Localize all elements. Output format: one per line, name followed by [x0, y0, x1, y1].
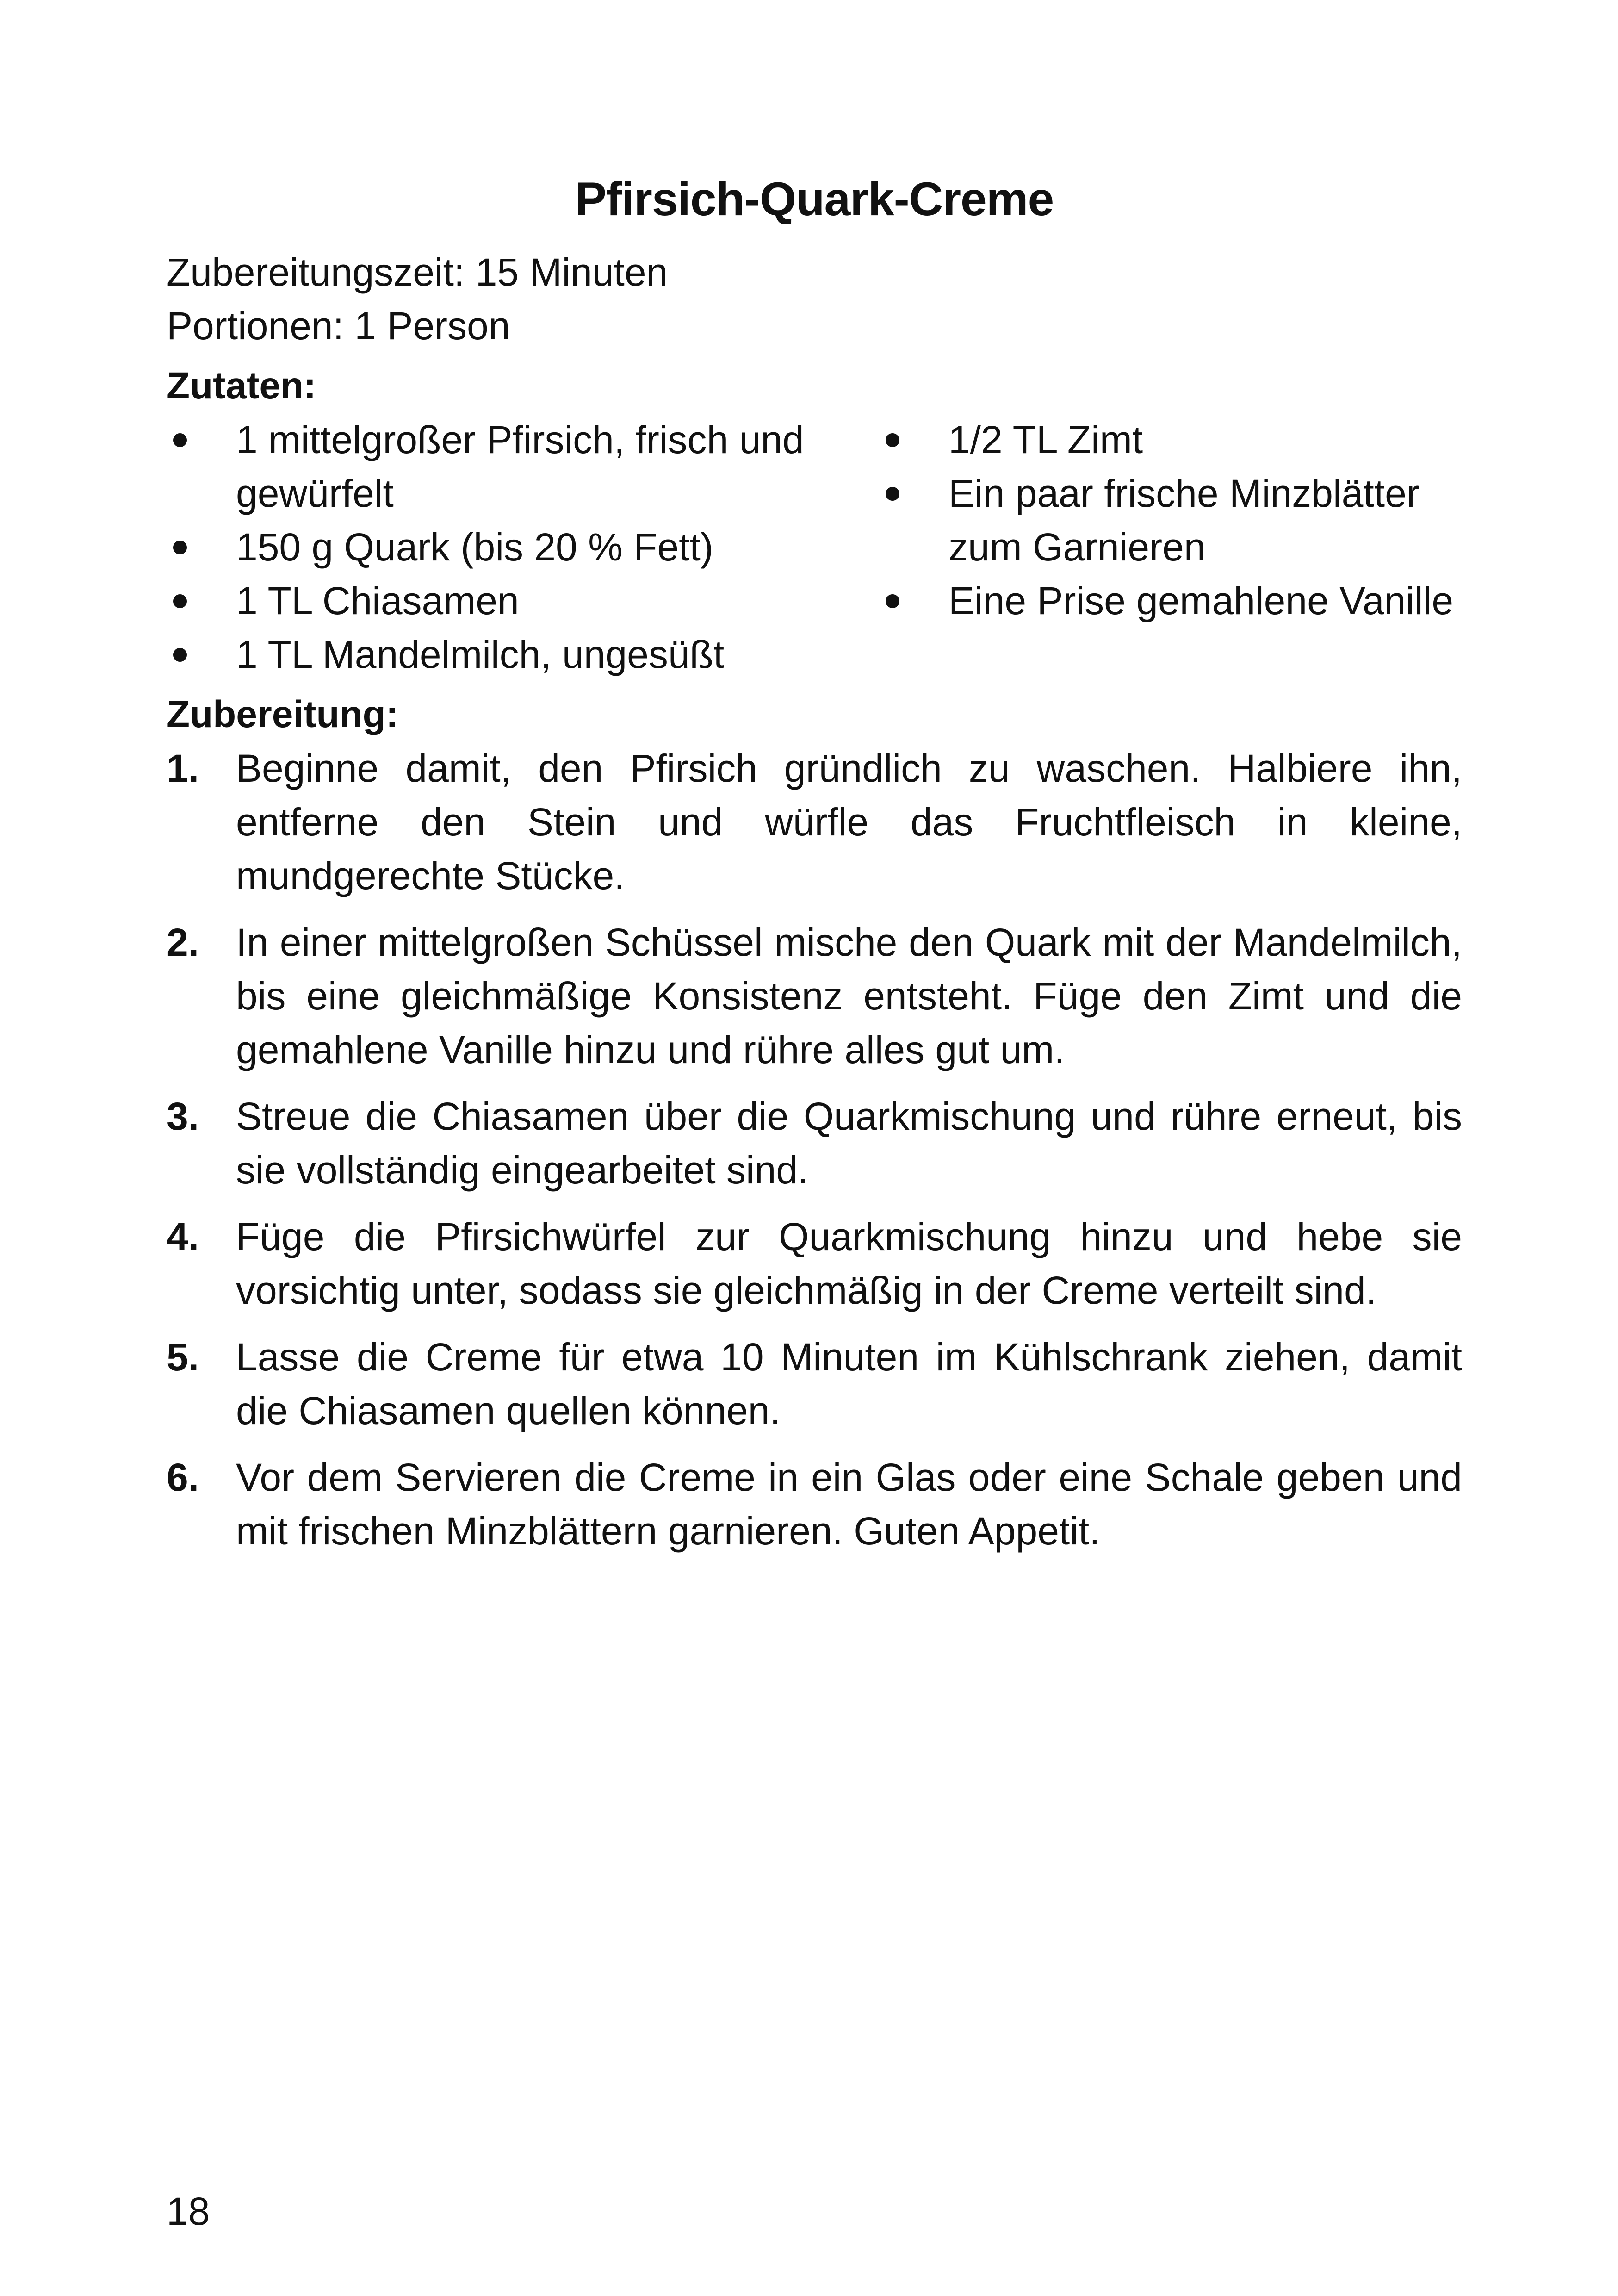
bullet-icon — [886, 594, 899, 608]
step-text: In einer mittelgroßen Schüssel mische den Quark mit der Mandelmilch, bis eine gleichmäßige Konsistenz entsteht. Füge den Zimt und die gemahlene Vanille hinzu und rühre alles gut um. — [236, 921, 1462, 1071]
step-text: Streue die Chiasamen über die Quarkmischung und rühre erneut, bis sie vollständig eingearbeitet sind. — [236, 1095, 1462, 1192]
ingredients-list — [167, 413, 1462, 681]
bullet-icon — [173, 648, 187, 662]
preparation-heading: Zubereitung: — [167, 693, 399, 735]
step-number: 4. — [167, 1215, 199, 1258]
bullet-icon — [173, 541, 187, 554]
servings: Portionen: 1 Person — [167, 304, 510, 348]
step-text: Lasse die Creme für etwa 10 Minuten im Kühlschrank ziehen, damit die Chiasamen quellen können. — [236, 1335, 1462, 1432]
step-item — [167, 1089, 1462, 1197]
step-item — [167, 915, 1462, 1076]
bullet-icon — [886, 433, 899, 447]
ingredient-text: 1 TL Mandelmilch, ungesüßt — [236, 633, 725, 676]
step-number: 1. — [167, 747, 199, 790]
step-number: 3. — [167, 1095, 199, 1138]
step-number: 5. — [167, 1335, 199, 1379]
recipe-content — [167, 167, 1462, 1571]
step-text: Füge die Pfirsichwürfel zur Quarkmischung hinzu und hebe sie vorsichtig unter, sodass sie gleichmäßig in der Creme verteilt sind. — [236, 1215, 1462, 1312]
ingredient-item — [879, 467, 1462, 574]
ingredient-item — [167, 628, 879, 681]
ingredient-item — [167, 520, 879, 574]
ingredients-column-right — [879, 413, 1462, 681]
ingredient-item — [879, 413, 1462, 467]
step-item — [167, 1330, 1462, 1437]
bullet-icon — [886, 487, 899, 501]
ingredients-column-left — [167, 413, 879, 681]
ingredient-text: 1/2 TL Zimt — [948, 418, 1143, 461]
ingredient-text: 1 mittelgroßer Pfirsich, frisch und gewürfelt — [236, 418, 804, 515]
recipe-title: Pfirsich-Quark-Creme — [575, 173, 1054, 225]
step-item — [167, 1210, 1462, 1317]
page-number: 18 — [167, 2190, 210, 2233]
step-text: Vor dem Servieren die Creme in ein Glas oder eine Schale geben und mit frischen Minzblättern garnieren. Guten Appetit. — [236, 1456, 1462, 1553]
step-number: 6. — [167, 1456, 199, 1499]
step-item — [167, 1450, 1462, 1558]
ingredients-heading: Zutaten: — [167, 365, 316, 407]
step-number: 2. — [167, 921, 199, 964]
ingredient-item — [167, 574, 879, 628]
step-item — [167, 741, 1462, 902]
ingredient-text: 150 g Quark (bis 20 % Fett) — [236, 525, 713, 569]
ingredient-text: 1 TL Chiasamen — [236, 579, 519, 622]
ingredient-item — [167, 413, 879, 520]
ingredient-text: Eine Prise gemahlene Vanille — [948, 579, 1454, 622]
bullet-icon — [173, 594, 187, 608]
prep-time: Zubereitungszeit: 15 Minuten — [167, 250, 668, 294]
preparation-steps — [167, 741, 1462, 1558]
ingredient-text: Ein paar frische Minzblätter zum Garnieren — [948, 472, 1420, 569]
step-text: Beginne damit, den Pfirsich gründlich zu waschen. Halbiere ihn, entferne den Stein und würfle das Fruchtfleisch in kleine, mundgerechte Stücke. — [236, 747, 1462, 897]
bullet-icon — [173, 433, 187, 447]
ingredient-item — [879, 574, 1462, 628]
